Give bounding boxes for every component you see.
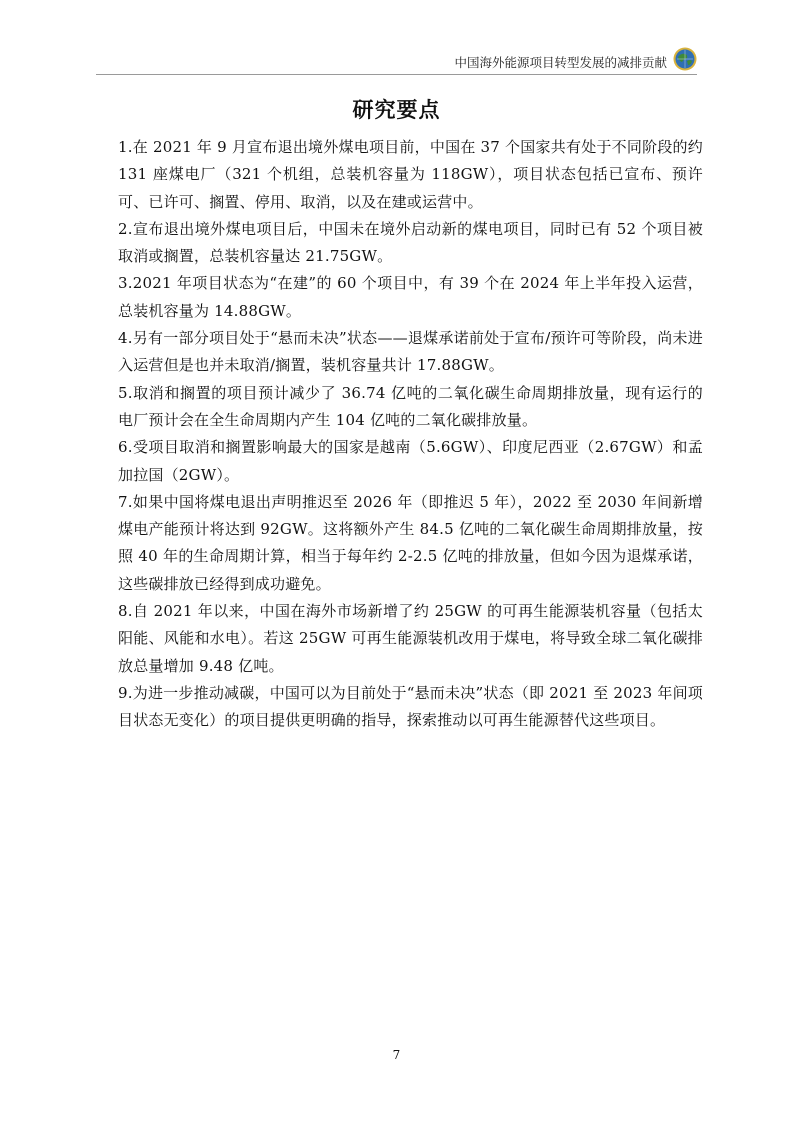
key-point-6: 6.受项目取消和搁置影响最大的国家是越南（5.6GW）、印度尼西亚（2.67GW）和孟加拉国（2GW）。 — [118, 438, 703, 484]
page-number: 7 — [392, 1048, 401, 1062]
key-point-5: 5.取消和搁置的项目预计减少了 36.74 亿吨的二氧化碳生命周期排放量，现有运行的电厂预计会在全生命周期内产生 104 亿吨的二氧化碳排放量。 — [118, 383, 703, 429]
header-title: 中国海外能源项目转型发展的减排贡献 — [454, 55, 667, 70]
key-point-8: 8.自 2021 年以来，中国在海外市场新增了约 25GW 的可再生能源装机容量（包括太阳能、风能和水电）。若这 25GW 可再生能源装机改用于煤电，将导致全球二氧化碳排放总量增加 9.48 亿吨。 — [118, 602, 703, 675]
key-point-1: 1.在 2021 年 9 月宣布退出境外煤电项目前，中国在 37 个国家共有处于不同阶段的约 131 座煤电厂（321 个机组，总装机容量为 118GW），项目状态包括已宣布、预许可、已许可、搁置、停用、取消，以及在建或运营中。 — [118, 138, 703, 211]
key-point-2: 2.宣布退出境外煤电项目后，中国未在境外启动新的煤电项目，同时已有 52 个项目被取消或搁置，总装机容量达 21.75GW。 — [118, 219, 703, 266]
key-points-list — [118, 134, 703, 735]
key-point-3: 3.2021 年项目状态为“在建”的 60 个项目中，有 39 个在 2024 年上半年投入运营，总装机容量为 14.88GW。 — [118, 274, 703, 320]
key-point-4: 4.另有一部分项目处于“悬而未决”状态——退煤承诺前处于宣布/预许可等阶段，尚未进入运营但是也并未取消/搁置，装机容量共计 17.88GW。 — [118, 329, 703, 375]
page-title: 研究要点 — [352, 98, 441, 122]
header-divider — [96, 74, 697, 75]
key-point-7: 7.如果中国将煤电退出声明推迟至 2026 年（即推迟 5 年），2022 至 2030 年间新增煤电产能预计将达到 92GW。这将额外产生 84.5 亿吨的二氧化碳生命周期排放量，按照 40 年的生命周期计算，相当于每年约 2-2.5 亿吨的排放量，但如今因为退煤承诺，这些碳排放已经得到成功避免。 — [118, 492, 703, 593]
key-point-9: 9.为进一步推动减碳，中国可以为目前处于“悬而未决”状态（即 2021 至 2023 年间项目状态无变化）的项目提供更明确的指导，探索推动以可再生能源替代这些项目。 — [118, 683, 703, 730]
page-header — [0, 46, 793, 76]
globe-emblem-icon — [673, 47, 697, 71]
